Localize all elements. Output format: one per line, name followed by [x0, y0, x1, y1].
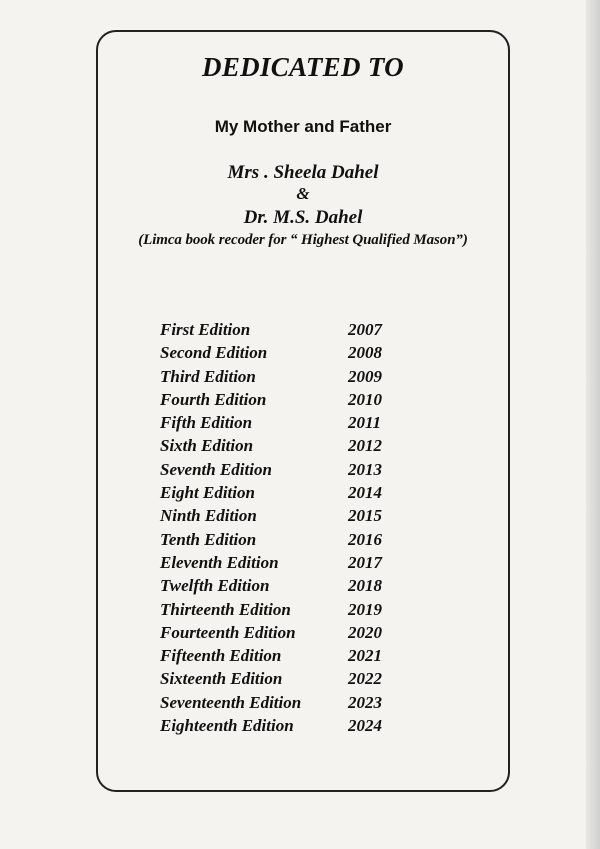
- edition-year: 2013: [348, 459, 382, 479]
- edition-year: 2011: [348, 413, 382, 433]
- edition-row: [160, 341, 400, 364]
- edition-name: Sixth Edition: [160, 436, 254, 456]
- edition-name: Tenth Edition: [160, 529, 257, 549]
- edition-year: 2017: [348, 552, 382, 572]
- edition-year: 2016: [348, 529, 382, 549]
- edition-year: 2019: [348, 599, 382, 619]
- edition-row: [160, 434, 400, 457]
- edition-name: Thirteenth Edition: [160, 599, 291, 619]
- edition-name: Fourteenth Edition: [160, 622, 296, 642]
- edition-name: Fifth Edition: [160, 413, 253, 433]
- edition-row: [160, 598, 400, 621]
- father-name: Dr. M.S. Dahel: [243, 207, 363, 228]
- edition-year: 2024: [348, 716, 382, 736]
- edition-year: 2015: [348, 506, 382, 526]
- edition-year: 2007: [348, 320, 382, 339]
- page-title: DEDICATED TO: [202, 52, 404, 82]
- edition-name: Sixteenth Edition: [160, 669, 283, 689]
- edition-row: [160, 411, 400, 434]
- edition-name: Ninth Edition: [160, 506, 257, 526]
- ampersand: &: [296, 184, 310, 203]
- edition-name: Fifteenth Edition: [160, 646, 282, 666]
- edition-name: Seventeenth Edition: [160, 692, 302, 712]
- limca-note: (Limca book recoder for “ Highest Qualified Mason”): [138, 232, 468, 248]
- edition-year: 2022: [348, 669, 382, 689]
- edition-row: [160, 458, 400, 481]
- edition-year: 2010: [348, 389, 382, 409]
- edition-row: [160, 481, 400, 504]
- edition-name: Eighteenth Edition: [160, 716, 294, 736]
- edition-row: [160, 504, 400, 527]
- edition-name: Eleventh Edition: [160, 552, 279, 572]
- edition-year: 2021: [348, 646, 382, 666]
- edition-list: [160, 318, 400, 737]
- dedication-subtitle: My Mother and Father: [214, 117, 392, 136]
- edition-row: [160, 691, 400, 714]
- edition-year: 2012: [348, 436, 382, 456]
- edition-name: Twelfth Edition: [160, 576, 270, 596]
- mother-name: Mrs . Sheela Dahel: [227, 162, 379, 183]
- edition-row: [160, 388, 400, 411]
- edition-year: 2020: [348, 622, 382, 642]
- edition-row: [160, 644, 400, 667]
- edition-row: [160, 318, 400, 341]
- page-edge-shadow: [586, 0, 600, 849]
- edition-name: Fourth Edition: [160, 389, 267, 409]
- edition-year: 2018: [348, 576, 382, 596]
- edition-row: [160, 574, 400, 597]
- edition-row: [160, 551, 400, 574]
- edition-year: 2008: [348, 343, 382, 363]
- edition-row: [160, 667, 400, 690]
- edition-name: Eight Edition: [160, 483, 255, 503]
- edition-year: 2014: [348, 483, 382, 503]
- edition-name: Third Edition: [160, 366, 256, 386]
- edition-name: Second Edition: [160, 343, 268, 363]
- edition-year: 2009: [348, 366, 382, 386]
- edition-row: [160, 621, 400, 644]
- edition-name: Seventh Edition: [160, 459, 272, 479]
- edition-name: First Edition: [160, 320, 251, 339]
- edition-row: [160, 365, 400, 388]
- edition-year: 2023: [348, 692, 382, 712]
- edition-row: [160, 528, 400, 551]
- edition-row: [160, 714, 400, 737]
